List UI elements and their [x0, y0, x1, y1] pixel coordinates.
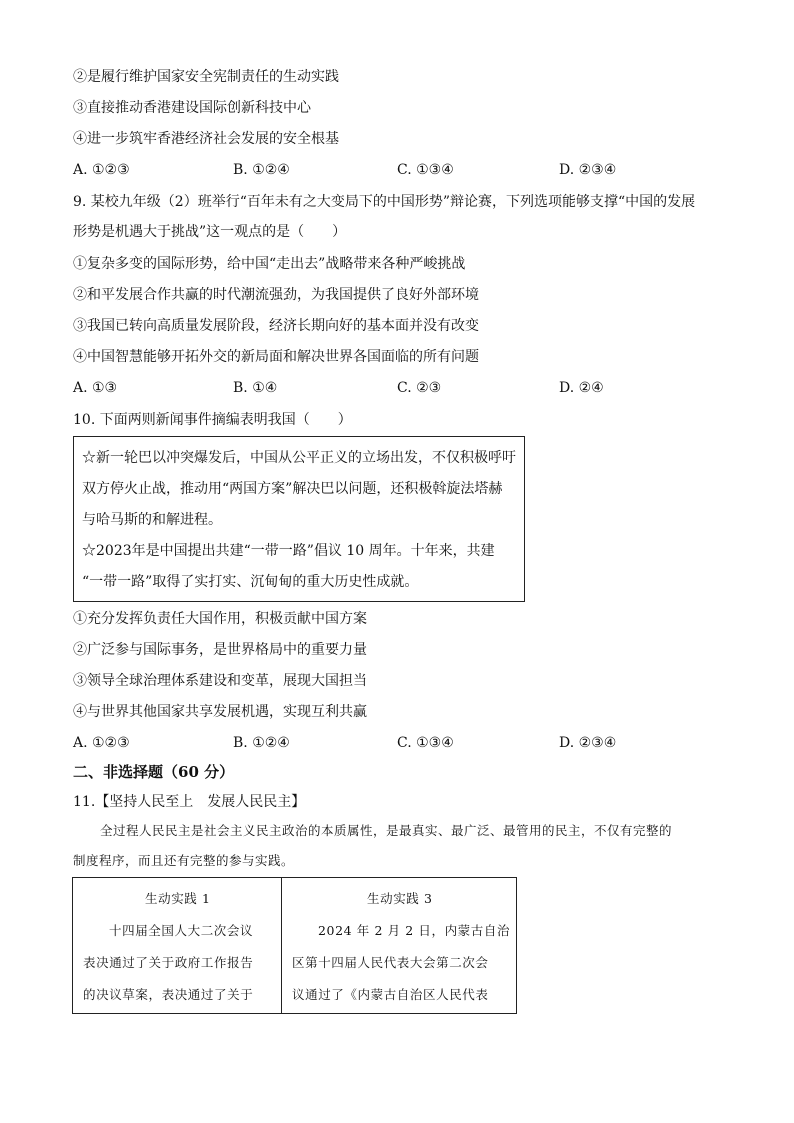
q10-box-line-2: 双方停火止战，推动用“两国方案”解决巴以问题，还积极斡旋法塔赫: [82, 481, 503, 497]
q9-item-2: ②和平发展合作共赢的时代潮流强劲，为我国提供了良好外部环境: [73, 287, 479, 303]
q8-option-b[interactable]: B. ①②④: [233, 162, 290, 178]
q8-option-a[interactable]: A. ①②③: [73, 162, 130, 178]
practice-3-line-3: 议通过了《内蒙古自治区人民代表: [292, 987, 489, 1002]
practice-3-line-2: 区第十四届人民代表大会第二次会: [292, 955, 489, 970]
q9-item-1: ①复杂多变的国际形势，给中国“走出去”战略带来各种严峻挑战: [73, 256, 466, 272]
q8-option-d[interactable]: D. ②③④: [559, 162, 617, 178]
q10-stem: 10. 下面两则新闻事件摘编表明我国（ ）: [73, 412, 352, 428]
q11-title: 11.【坚持人民至上 发展人民民主】: [73, 794, 306, 810]
q8-item-3: ③直接推动香港建设国际创新科技中心: [73, 100, 311, 116]
q8-item-4: ④进一步筑牢香港经济社会发展的安全根基: [73, 131, 339, 147]
q11-practice-table: [72, 877, 517, 1014]
practice-3-title: 生动实践 3: [367, 891, 433, 906]
q9-option-d[interactable]: D. ②④: [559, 380, 604, 396]
q10-options: [73, 733, 693, 753]
q10-item-2: ②广泛参与国际事务，是世界格局中的重要力量: [73, 642, 367, 658]
table-cell-practice-1: [73, 878, 281, 1013]
practice-3-line-1: 2024 年 2 月 2 日，内蒙古自治: [318, 923, 511, 938]
q9-options: [73, 378, 693, 398]
q9-item-4: ④中国智慧能够开拓外交的新局面和解决世界各国面临的所有问题: [73, 349, 479, 365]
q10-option-d[interactable]: D. ②③④: [559, 735, 617, 751]
practice-1-line-1: 十四届全国人大二次会议: [109, 923, 254, 938]
q9-stem-line2: 形势是机遇大于挑战”这一观点的是（ ）: [73, 224, 347, 240]
q10-option-c[interactable]: C. ①③④: [397, 735, 454, 751]
q10-news-box: [73, 436, 525, 602]
q10-box-line-4: ☆2023年是中国提出共建“一带一路”倡议 10 周年。十年来，共建: [82, 543, 495, 559]
q8-options: [73, 160, 693, 180]
q8-item-2: ②是履行维护国家安全宪制责任的生动实践: [73, 69, 339, 85]
q10-box-line-3: 与哈马斯的和解进程。: [82, 512, 222, 528]
q9-option-a[interactable]: A. ①③: [73, 380, 118, 396]
table-cell-practice-3: [282, 878, 516, 1013]
q10-option-a[interactable]: A. ①②③: [73, 735, 130, 751]
practice-1-line-3: 的决议草案，表决通过了关于: [83, 987, 254, 1002]
q10-box-line-5: “一带一路”取得了实打实、沉甸甸的重大历史性成就。: [82, 574, 419, 590]
q11-intro-line2: 制度程序，而且还有完整的参与实践。: [73, 853, 295, 868]
q10-item-1: ①充分发挥负责任大国作用，积极贡献中国方案: [73, 611, 367, 627]
practice-1-line-2: 表决通过了关于政府工作报告: [83, 955, 254, 970]
q8-option-c[interactable]: C. ①③④: [397, 162, 454, 178]
q9-item-3: ③我国已转向高质量发展阶段，经济长期向好的基本面并没有改变: [73, 318, 479, 334]
q9-option-b[interactable]: B. ①④: [233, 380, 278, 396]
q10-item-4: ④与世界其他国家共享发展机遇，实现互利共赢: [73, 704, 367, 720]
practice-1-title: 生动实践 1: [145, 891, 211, 906]
q9-stem-line1: 9. 某校九年级（2）班举行“百年未有之大变局下的中国形势”辩论赛，下列选项能够支撑“中国的发展: [73, 194, 696, 210]
q9-option-c[interactable]: C. ②③: [397, 380, 442, 396]
q10-item-3: ③领导全球治理体系建设和变革，展现大国担当: [73, 673, 367, 689]
q10-box-line-1: ☆新一轮巴以冲突爆发后，中国从公平正义的立场出发，不仅积极呼吁: [82, 450, 516, 466]
q11-intro-line1: 全过程人民民主是社会主义民主政治的本质属性，是最真实、最广泛、最管用的民主，不仅有完整的: [100, 823, 673, 838]
section-2-heading: 二、非选择题（60 分）: [73, 763, 235, 781]
q10-option-b[interactable]: B. ①②④: [233, 735, 290, 751]
